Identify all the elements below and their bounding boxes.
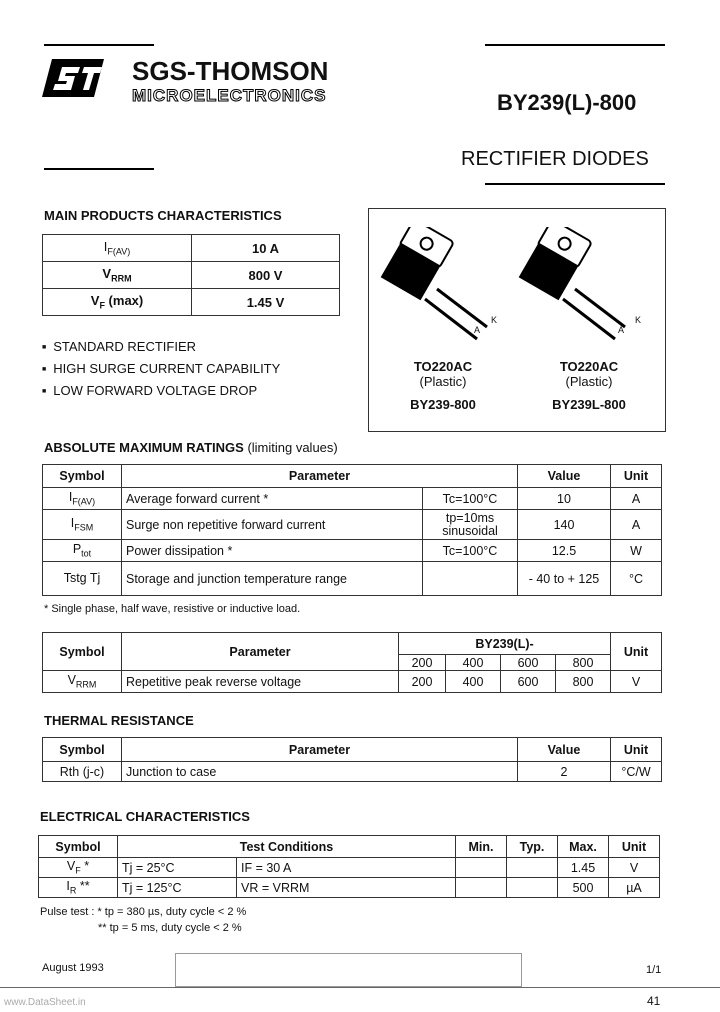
table-row: $V_{RRM}$ Repetitive peak reverse voltage 200 400 600 800 V <box>43 671 662 693</box>
col-parameter: Parameter <box>122 465 518 488</box>
feature-item: ■ HIGH SURGE CURRENT CAPABILITY <box>42 359 280 381</box>
abs-max-footnote: * Single phase, half wave, resistive or inductive load. <box>44 603 301 615</box>
package-box <box>368 208 666 432</box>
table-row: Rth (j-c) Junction to case 2 °C/W <box>43 762 662 782</box>
pin-a-label: A <box>474 325 481 335</box>
feature-item: ■ LOW FORWARD VOLTAGE DROP <box>42 381 280 403</box>
vrrm-table: Symbol Parameter BY239(L)- Unit 200 400 600 800 $V_{RRM}$ Repetitive peak reverse voltage 200 400 600 800 V <box>42 632 662 693</box>
page-number: 41 <box>647 994 661 1008</box>
feature-item: ■ STANDARD RECTIFIER <box>42 337 280 359</box>
mc-value: 800 V <box>192 262 340 289</box>
col-grade-group: BY239(L)- <box>399 633 611 655</box>
pulse-test-note: ** tp = 5 ms, duty cycle < 2 % <box>98 922 242 934</box>
mc-value: 1.45 V <box>192 289 340 316</box>
col-unit: Unit <box>611 633 662 671</box>
st-logo <box>42 55 122 101</box>
to220-package-drawing <box>515 227 635 347</box>
part-number: BY239(L)-800 <box>497 90 637 115</box>
company-name: SGS-THOMSON <box>132 56 329 86</box>
thermal-title: THERMAL RESISTANCE <box>44 713 194 728</box>
feature-list <box>42 337 280 403</box>
electrical-table: Symbol Test Conditions Min. Typ. Max. Unit $V_F$ * Tj = 25°C IF = 30 A 1.45 V $I_R$ ** Tj = 125°C VR = VRRM 500 µA <box>38 835 660 898</box>
pin-k-label: K <box>635 315 642 325</box>
mc-value: 10 A <box>192 235 340 262</box>
abs-max-title: ABSOLUTE MAXIMUM RATINGS (limiting values) <box>44 440 338 455</box>
col-symbol: Symbol <box>43 465 122 488</box>
main-characteristics-table <box>42 234 340 316</box>
document-type: RECTIFIER DIODES <box>461 148 649 170</box>
electrical-title: ELECTRICAL CHARACTERISTICS <box>40 809 250 824</box>
col-unit: Unit <box>611 465 662 488</box>
table-row: $I_R$ ** Tj = 125°C VR = VRRM 500 µA <box>39 878 660 898</box>
pulse-test-note: Pulse test : * tp = 380 µs, duty cycle < 2 % <box>40 906 247 918</box>
watermark[interactable]: www.DataSheet.in <box>4 997 86 1008</box>
abs-max-table <box>42 464 662 596</box>
issue-date: August 1993 <box>42 962 104 974</box>
table-row: $P_{tot}$ Power dissipation * Tc=100°C 12.5 W <box>43 540 662 562</box>
mc-symbol: $V_{RRM}$ <box>43 262 192 289</box>
col-symbol: Symbol <box>43 633 122 671</box>
main-characteristics-title: MAIN PRODUCTS CHARACTERISTICS <box>44 208 282 223</box>
col-parameter: Parameter <box>122 633 399 671</box>
table-row: $V_F$ * Tj = 25°C IF = 30 A 1.45 V <box>39 858 660 878</box>
footer-box <box>175 953 522 987</box>
table-row: $I_{F(AV)}$ Average forward current * Tc=100°C 10 A <box>43 488 662 510</box>
table-row: Tstg Tj Storage and junction temperature range - 40 to + 125 °C <box>43 562 662 596</box>
division-name: MICROELECTRONICS <box>132 86 327 105</box>
package-caption: TO220AC (Plastic) BY239L-800 <box>552 359 626 412</box>
page-indicator: 1/1 <box>646 964 662 976</box>
pin-a-label: A <box>618 325 625 335</box>
thermal-table: Symbol Parameter Value Unit Rth (j-c) Junction to case 2 °C/W <box>42 737 662 782</box>
pin-k-label: K <box>491 315 498 325</box>
package-caption: TO220AC (Plastic) BY239-800 <box>410 359 476 412</box>
col-value: Value <box>518 465 611 488</box>
table-row: $I_{FSM}$ Surge non repetitive forward current tp=10ms sinusoidal 140 A <box>43 510 662 540</box>
mc-symbol: $I_{F(AV)}$ <box>43 235 192 262</box>
footer-rule <box>0 987 720 988</box>
mc-symbol: $V_F$ (max) <box>43 289 192 316</box>
